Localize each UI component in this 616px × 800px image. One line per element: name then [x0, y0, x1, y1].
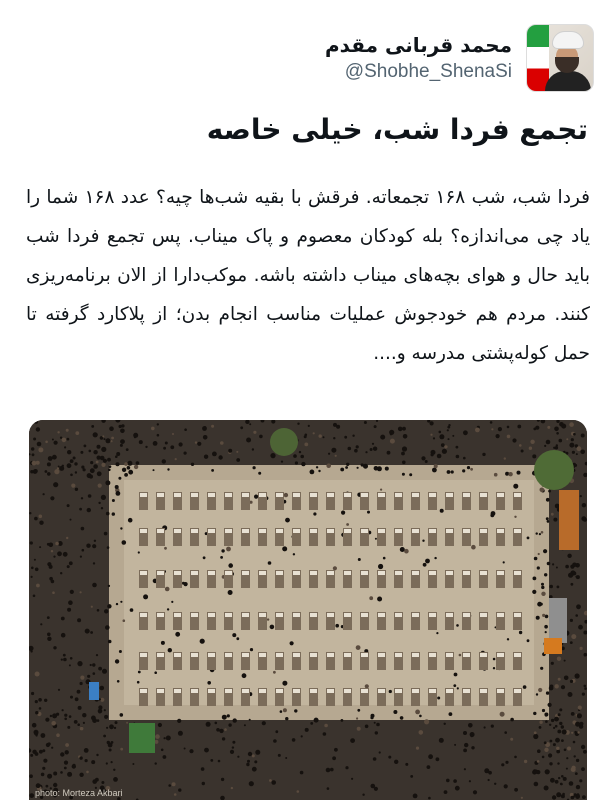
tweet-header [22, 22, 594, 94]
author-avatar[interactable] [526, 24, 594, 92]
author-handle[interactable]: @Shobhe_ShenaSi [344, 61, 512, 82]
flag-image [527, 25, 549, 91]
aerial-cemetery-image [29, 420, 587, 800]
tweet-title: تجمع فردا شب، خیلی خاصه [206, 113, 588, 146]
tweet-photo[interactable] [29, 420, 587, 800]
author-names [325, 31, 512, 85]
tweet-body: فردا شب، شب ۱۶۸ تجمعاته. فرقش با بقیه شب‌ها چیه؟ عدد ۱۶۸ شما را یاد چی می‌اندازه؟ بله کودکان معصوم و پاک میناب. پس تجمع فردا شب باید حال و هوای بچه‌های میناب داشته باشه. موکب‌دارا از الان برنامه‌ریزی کنند. مردم هم خودجوش عملیات مناسب انجام بدن؛ از پلاکارد گرفته تا حمل کوله‌پشتی مدرسه و.... [26, 187, 590, 364]
photo-credit: photo: Morteza Akbari [35, 788, 123, 798]
author-display-name[interactable]: محمد قربانی مقدم [325, 33, 512, 57]
